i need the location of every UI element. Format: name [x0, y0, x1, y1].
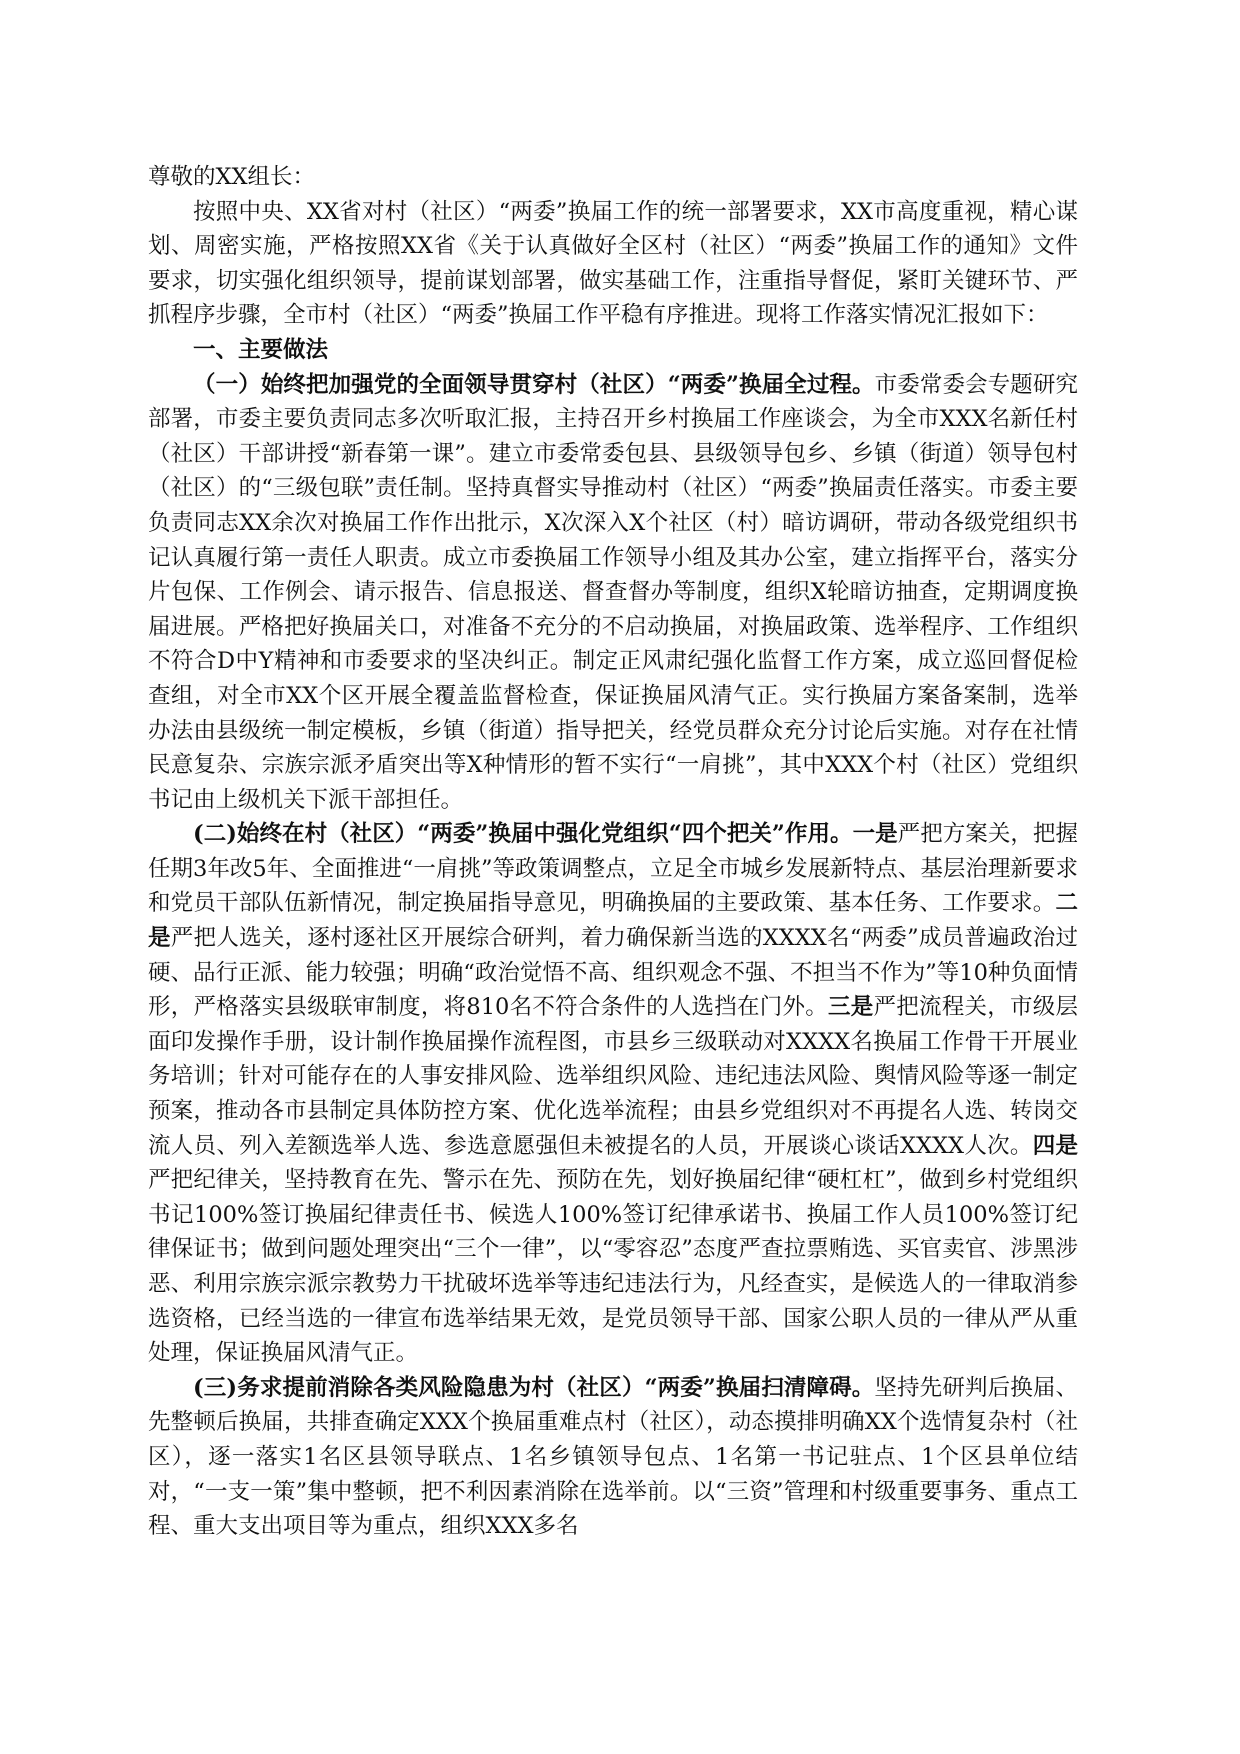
section-heading: 一、主要做法 — [193, 336, 329, 363]
subsection-2-title: (二)始终在村（社区）“两委”换届中强化党组织“四个把关”作用。 — [193, 821, 853, 848]
subsection-2-paragraph — [148, 817, 1078, 1371]
subsection-3-body: 坚持先研判后换届、先整顿后换届，共排查确定XXX个换届重难点村（社区），动态摸排明确XX个选情复杂村（社区），逐一落实1名区县领导联点、1名乡镇领导包点、1名第一书记驻点、1个区县单位结对，“一支一策”集中整顿，把不利因素消除在选举前。以“三资”管理和村级重要事务、重点工程、重大支出项目等为重点，组织XXX多名 — [148, 1374, 1078, 1540]
point-4-label: 四是 — [1032, 1132, 1078, 1159]
subsection-3-paragraph — [148, 1371, 1078, 1544]
subsection-1-paragraph — [148, 368, 1078, 818]
point-3-text: 严把流程关，市级层面印发操作手册，设计制作换届操作流程图，市县乡三级联动对XXXX名换届工作骨干开展业务培训；针对可能存在的人事安排风险、选举组织风险、违纪违法风险、舆情风险等逐一制定预案，推动各市县制定具体防控方案、优化选举流程；由县乡党组织对不再提名人选、转岗交流人员、列入差额选举人选、参选意愿强但未被提名的人员，开展谈心谈话XXXX人次。 — [148, 994, 1078, 1159]
point-2-text: 严把人选关，逐村逐社区开展综合研判，着力确保新当选的XXXX名“两委”成员普遍政治过硬、品行正派、能力较强；明确“政治觉悟不高、组织观念不强、不担当不作为”等10种负面情形，严格落实县级联审制度，将810名不符合条件的人选挡在门外。 — [148, 925, 1078, 1021]
point-1-label: 一是 — [852, 821, 898, 848]
point-3-label: 三是 — [828, 994, 874, 1021]
point-4-text: 严把纪律关，坚持教育在先、警示在先、预防在先，划好换届纪律“硬杠杠”，做到乡村党组织书记100%签订换届纪律责任书、候选人100%签订纪律承诺书、换届工作人员100%签订纪律保证书；做到问题处理突出“三个一律”，以“零容忍”态度严查拉票贿选、买官卖官、涉黑涉恶、利用宗族宗派宗教势力干扰破坏选举等违纪违法行为，凡经查实，是候选人的一律取消参选资格，已经当选的一律宣布选举结果无效，是党员领导干部、国家公职人员的一律从严从重处理，保证换届风清气正。 — [148, 1167, 1078, 1367]
subsection-1-title: （一）始终把加强党的全面领导贯穿村（社区）“两委”换届全过程。 — [193, 371, 875, 398]
subsection-3-title: (三)务求提前消除各类风险隐患为村（社区）“两委”换届扫清障碍。 — [193, 1374, 875, 1401]
salutation: 尊敬的XX组长： — [148, 164, 316, 190]
intro-paragraph: 按照中央、XX省对村（社区）“两委”换届工作的统一部署要求，XX市高度重视，精心谋划、周密实施，严格按照XX省《关于认真做好全区村（社区）“两委”换届工作的通知》文件要求，切实强化组织领导，提前谋划部署，做实基础工作，注重指导督促，紧盯关键环节、严抓程序步骤，全市村（社区）“两委”换届工作平稳有序推进。现将工作落实情况汇报如下： — [148, 198, 1078, 329]
point-1-text: 严把方案关，把握任期3年改5年、全面推进“一肩挑”等政策调整点，立足全市城乡发展新特点、基层治理新要求和党员干部队伍新情况，制定换届指导意见，明确换届的主要政策、基本任务、工作要求。 — [148, 821, 1078, 917]
point-2-label: 二是 — [148, 890, 1078, 952]
subsection-1-body: 市委常委会专题研究部署，市委主要负责同志多次听取汇报，主持召开乡村换届工作座谈会，为全市XXX名新任村（社区）干部讲授“新春第一课”。建立市委常委包县、县级领导包乡、乡镇（街道）领导包村（社区）的“三级包联”责任制。坚持真督实导推动村（社区）“两委”换届责任落实。市委主要负责同志XX余次对换届工作作出批示，X次深入X个社区（村）暗访调研，带动各级党组织书记认真履行第一责任人职责。成立市委换届工作领导小组及其办公室，建立指挥平台，落实分片包保、工作例会、请示报告、信息报送、督查督办等制度，组织X轮暗访抽查，定期调度换届进展。严格把好换届关口，对准备不充分的不启动换届，对换届政策、选举程序、工作组织不符合D中Y精神和市委要求的坚决纠正。制定正风肃纪强化监督工作方案，成立巡回督促检查组，对全市XX个区开展全覆盖监督检查，保证换届风清气正。实行换届方案备案制，选举办法由县级统一制定模板，乡镇（街道）指导把关，经党员群众充分讨论后实施。对存在社情民意复杂、宗族宗派矛盾突出等X种情形的暂不实行“一肩挑”，其中XXX个村（社区）党组织书记由上级机关下派干部担任。 — [148, 371, 1078, 813]
document-page — [148, 160, 1078, 1544]
